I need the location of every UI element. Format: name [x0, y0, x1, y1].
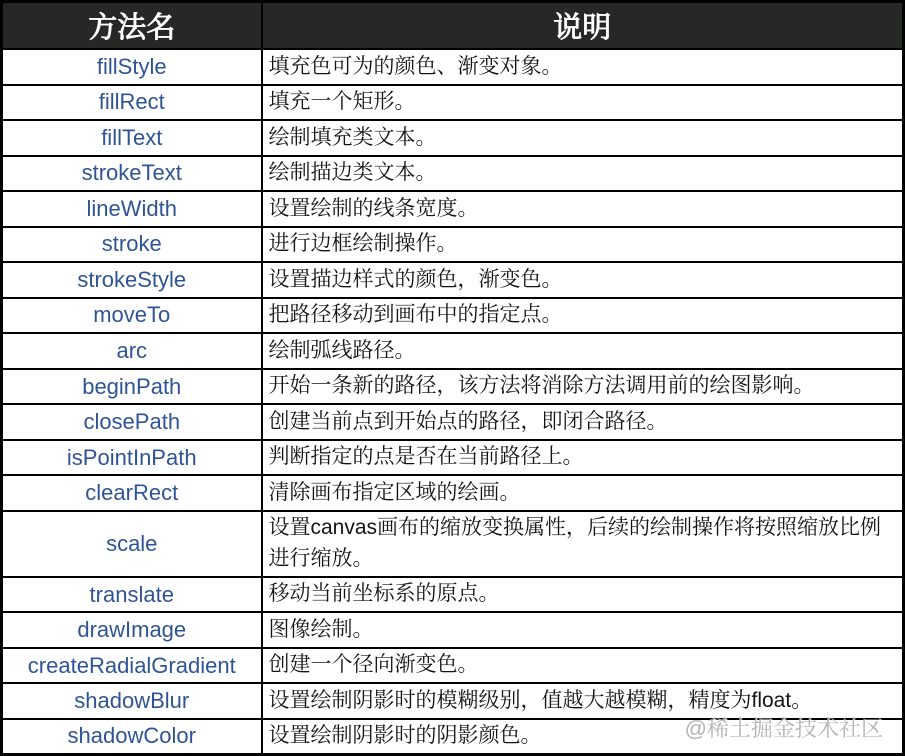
header-row: [2, 2, 904, 50]
header-cell-method: 方法名: [2, 2, 262, 50]
method-name-cell: scale: [2, 511, 262, 577]
method-name-cell: isPointInPath: [2, 440, 262, 476]
table-row: [2, 369, 904, 405]
description-cell: 填充一个矩形。: [262, 85, 904, 121]
method-name-cell: moveTo: [2, 298, 262, 334]
method-name-cell: clearRect: [2, 475, 262, 511]
watermark-text: @稀土掘金技术社区: [684, 716, 883, 741]
method-name-cell: drawImage: [2, 612, 262, 648]
description-cell: 进行边框绘制操作。: [262, 227, 904, 263]
header-cell-description: 说明: [262, 2, 904, 50]
method-name-cell: strokeText: [2, 156, 262, 192]
description-cell: 创建一个径向渐变色。: [262, 648, 904, 684]
method-name-cell: translate: [2, 577, 262, 613]
description-cell: 设置描边样式的颜色，渐变色。: [262, 262, 904, 298]
description-cell: 设置canvas画布的缩放变换属性，后续的绘制操作将按照缩放比例进行缩放。: [262, 511, 904, 577]
method-name-cell: closePath: [2, 404, 262, 440]
table-row: [2, 612, 904, 648]
method-name-cell: fillRect: [2, 85, 262, 121]
table-row: [2, 475, 904, 511]
table-row: [2, 85, 904, 121]
method-name-cell: lineWidth: [2, 191, 262, 227]
description-cell: 图像绘制。: [262, 612, 904, 648]
description-cell: 创建当前点到开始点的路径，即闭合路径。: [262, 404, 904, 440]
description-cell: 把路径移动到画布中的指定点。: [262, 298, 904, 334]
method-name-cell: arc: [2, 333, 262, 369]
description-cell: 设置绘制阴影时的模糊级别，值越大越模糊，精度为float。: [262, 683, 904, 719]
method-name-cell: shadowColor: [2, 719, 262, 755]
description-cell: 填充色可为的颜色、渐变对象。: [262, 49, 904, 85]
table-body: [2, 49, 904, 755]
method-name-cell: shadowBlur: [2, 683, 262, 719]
table-header: [2, 2, 904, 50]
table-row: [2, 440, 904, 476]
method-name-cell: beginPath: [2, 369, 262, 405]
description-cell: 绘制弧线路径。: [262, 333, 904, 369]
method-name-cell: fillStyle: [2, 49, 262, 85]
table-row: [2, 577, 904, 613]
table-row: [2, 120, 904, 156]
method-name-cell: createRadialGradient: [2, 648, 262, 684]
description-cell: 判断指定的点是否在当前路径上。: [262, 440, 904, 476]
table-row: [2, 404, 904, 440]
description-cell: 绘制描边类文本。: [262, 156, 904, 192]
table-row: [2, 191, 904, 227]
table-row: [2, 156, 904, 192]
table-row: [2, 227, 904, 263]
description-cell: 绘制填充类文本。: [262, 120, 904, 156]
table-row: [2, 511, 904, 577]
description-cell: 清除画布指定区域的绘画。: [262, 475, 904, 511]
method-name-cell: strokeStyle: [2, 262, 262, 298]
description-cell: 设置绘制的线条宽度。: [262, 191, 904, 227]
table-row: [2, 298, 904, 334]
table-row: [2, 648, 904, 684]
table-row: [2, 683, 904, 719]
method-name-cell: stroke: [2, 227, 262, 263]
description-cell: 移动当前坐标系的原点。: [262, 577, 904, 613]
table-row: [2, 49, 904, 85]
table-row: [2, 333, 904, 369]
table-row: [2, 719, 904, 755]
description-cell: 设置绘制阴影时的阴影颜色。: [262, 719, 904, 755]
method-name-cell: fillText: [2, 120, 262, 156]
table-row: [2, 262, 904, 298]
description-cell: 开始一条新的路径，该方法将消除方法调用前的绘图影响。: [262, 369, 904, 405]
